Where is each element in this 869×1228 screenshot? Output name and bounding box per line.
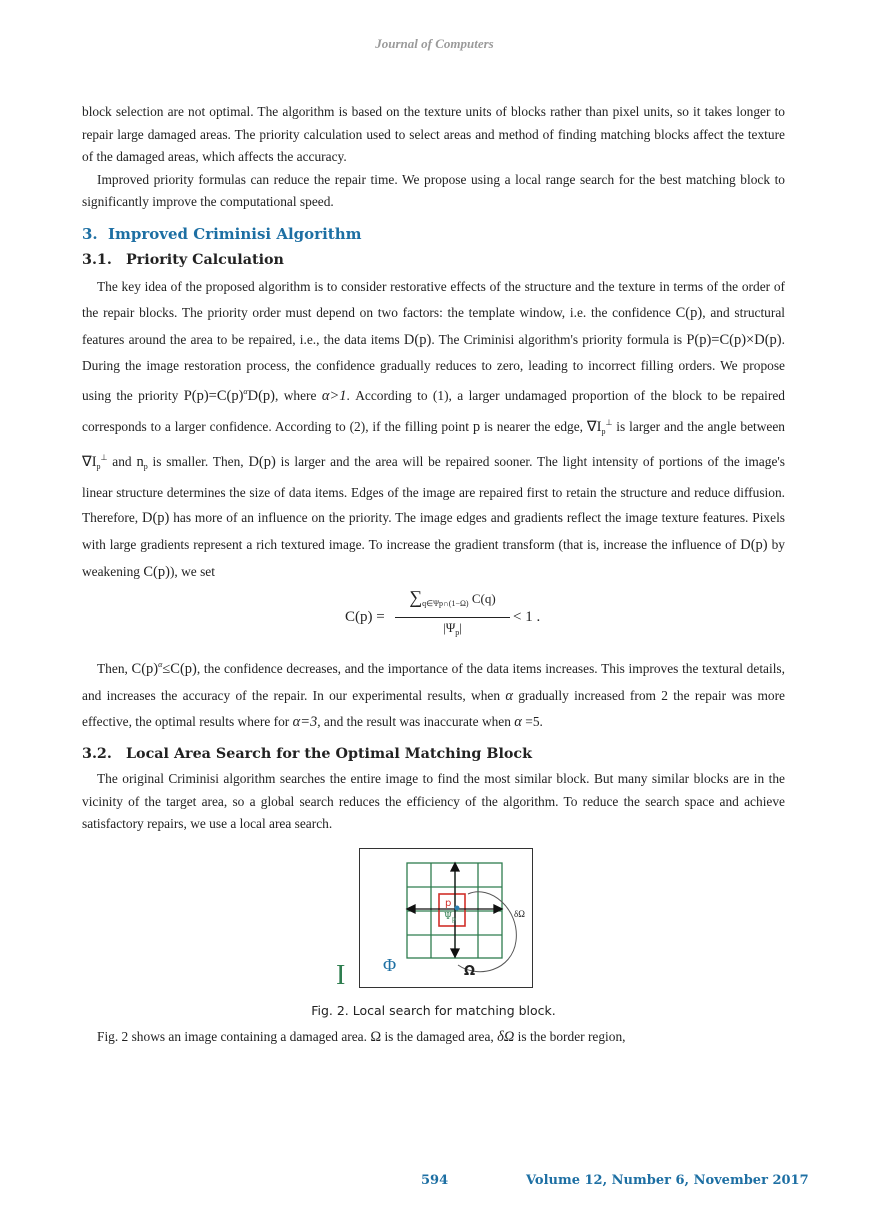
center-point <box>455 905 460 910</box>
subsection-number: 3.2. <box>82 746 112 763</box>
math-subscript: p <box>143 461 148 471</box>
main-content <box>82 101 785 1051</box>
paragraph-priority <box>82 274 785 586</box>
text-run: . During the image restoration process, the confidence gradually reduces to zero, leading to incorrect filling orders. We propose using the priority <box>82 331 785 404</box>
equation-rhs: < 1 . <box>513 608 541 625</box>
math-inequality <box>132 661 197 677</box>
sum-symbol: ∑ <box>409 586 423 607</box>
math-alpha-2: α <box>514 714 522 731</box>
text-run: is smaller. Then, <box>147 453 249 469</box>
sum-term: C(q) <box>471 590 496 606</box>
math-exponent: α <box>158 659 163 669</box>
math-data-term-3: D(p) <box>141 510 170 527</box>
label-i-graphic <box>334 958 348 988</box>
label-psi <box>444 912 456 923</box>
math-part: P(p)=C(p) <box>183 388 244 405</box>
text-run: Then, <box>97 660 132 676</box>
text-run: , the confidence decreases, and the importance of the data items increases. This improves the textural details, and increases the accuracy of the repair. In our experimental results, when <box>82 660 785 703</box>
den-part: | <box>459 619 462 635</box>
paragraph-local-search: The original Criminisi algorithm searches the entire image to find the most similar block. But many similar blocks are in the vicinity of the target area, so a global search reduces the efficiency of the algorithm. To reduce the search space and achieve satisfactory repairs, we use a local area search. <box>82 771 785 832</box>
math-subscript: p <box>96 461 101 471</box>
math-part: ≤C(p) <box>162 660 197 677</box>
arrow-head <box>451 863 459 871</box>
fraction-bar <box>395 617 510 618</box>
math-isophote-2 <box>82 454 108 470</box>
volume-info: Volume 12, Number 6, November 2017 <box>526 1173 809 1188</box>
math-delta-omega: δΩ <box>497 1028 515 1045</box>
figure-image <box>359 848 533 988</box>
arrow-head <box>494 905 502 913</box>
text-run: , where <box>275 388 322 404</box>
subsection-title: Priority Calculation <box>126 251 284 268</box>
math-data-term-2: D(p) <box>248 453 276 470</box>
region-boundary <box>458 892 516 972</box>
math-isophote <box>587 419 613 435</box>
equation-lhs: C(p) = <box>345 608 385 625</box>
math-data-term: D(p) <box>403 331 432 348</box>
label-i: I <box>336 959 346 988</box>
math-alpha-condition: α>1 <box>321 388 347 405</box>
equation-numerator <box>395 587 510 608</box>
text-run: and <box>107 453 137 469</box>
search-arrows <box>407 863 502 957</box>
text-run: . The Criminisi algorithm's priority formula is <box>431 331 687 347</box>
math-part: ∇I <box>82 453 97 470</box>
den-subscript: p <box>455 627 460 637</box>
subsection-number: 3.1. <box>82 251 112 268</box>
math-point: p <box>472 418 481 435</box>
paragraph-intro: block selection are not optimal. The algorithm is based on the texture units of blocks rather than pixel units, so it takes longer to repair large damaged areas. The priority calculation used to select areas and method of finding matching blocks affect the texture of the damaged areas, which affects the accuracy. <box>82 104 785 165</box>
subsection-heading-3-2 <box>82 742 785 766</box>
text-run: . According to (1), a larger undamaged proportion of the block to be repaired corresponds to a larger confidence. According to (2), if the filling point <box>82 388 785 434</box>
psi-symbol: Ψ <box>444 911 452 922</box>
math-omega: Ω <box>370 1028 382 1045</box>
math-exponent: α <box>243 387 248 397</box>
equation-denominator <box>395 620 510 637</box>
running-head: Journal of Computers <box>375 36 494 51</box>
text-run: The key idea of the proposed algorithm is to consider restorative effects of the structure and the texture in terms of the order of the repair blocks. The priority order must depend on two factors: the template window, i.e. the confidence <box>82 278 785 320</box>
label-omega: Ω <box>464 963 476 979</box>
paragraph-confidence-effect <box>82 652 785 736</box>
math-normal <box>136 454 147 470</box>
arrow-head <box>407 905 415 913</box>
text-run: by weakening <box>82 537 785 579</box>
text-run: is the damaged area, <box>381 1028 498 1044</box>
math-priority-formula: P(p)=C(p)×D(p) <box>686 331 782 348</box>
figure-caption: Fig. 2. Local search for matching block. <box>311 1002 556 1018</box>
section-title: Improved Criminisi Algorithm <box>108 224 362 243</box>
figure-2 <box>82 848 785 998</box>
subsection-title: Local Area Search for the Optimal Matching Block <box>126 746 533 763</box>
text-run: Fig. 2 shows an image containing a damaged area. <box>97 1028 371 1044</box>
math-alpha: α <box>505 687 513 704</box>
math-part: C(p) <box>131 660 159 677</box>
math-superscript: ⊥ <box>605 417 613 427</box>
paragraph-figure-description <box>82 1024 785 1051</box>
math-part: n <box>136 453 144 470</box>
section-heading-3 <box>82 222 785 246</box>
math-part: D(p) <box>247 388 276 405</box>
math-improved-priority <box>184 388 275 404</box>
subsection-heading-3-1 <box>82 248 785 272</box>
confidence-equation <box>82 586 785 652</box>
text-run: , and structural features around the area to be repaired, i.e., the data items <box>82 304 785 347</box>
text-run: =5. <box>521 714 543 730</box>
text-run: , and the result was inaccurate when <box>317 714 515 730</box>
math-subscript: p <box>601 426 606 436</box>
sum-subscript: q∈Ψp∩(1−Ω) <box>422 598 469 608</box>
section-number: 3. <box>82 224 98 243</box>
math-part: ∇I <box>586 418 602 435</box>
math-alpha-value: α=3 <box>292 714 318 731</box>
arrow-head <box>451 949 459 957</box>
text-run: has more of an influence on the priority. The image edges and gradients reflect the image texture features. Pixels with large gradients represent a rich textured image. To increase the gradient transform (that is, increase the influence of <box>82 510 785 553</box>
text-run: is larger and the angle between <box>612 418 785 434</box>
text-run: is larger and the area will be repaired sooner. The light intensity of portions of the image's linear structure determines the size of data items. Edges of the image are repaired first to retain the structure and reduce diffusion. Therefore, <box>82 453 786 526</box>
label-phi: Φ <box>383 954 397 975</box>
math-confidence: C(p) <box>675 304 703 321</box>
paragraph-improved: Improved priority formulas can reduce the repair time. We propose using a local range search for the best matching block to significantly improve the computational speed. <box>82 171 785 210</box>
math-confidence-2: C(p) <box>143 563 170 580</box>
psi-subscript: p <box>451 915 456 923</box>
label-delta-omega: δΩ <box>514 908 525 919</box>
den-part: |Ψ <box>443 619 456 635</box>
text-run: gradually increased from 2 the repair was more effective, the optimal results where for <box>82 687 785 730</box>
text-run: ), we set <box>169 563 215 579</box>
math-superscript: ⊥ <box>100 452 108 462</box>
text-run: is nearer the edge, <box>480 418 587 434</box>
label-p: p <box>445 897 452 909</box>
math-data-term-4: D(p) <box>740 537 768 554</box>
page-number: 594 <box>421 1173 449 1188</box>
text-run: is the border region, <box>514 1028 626 1044</box>
